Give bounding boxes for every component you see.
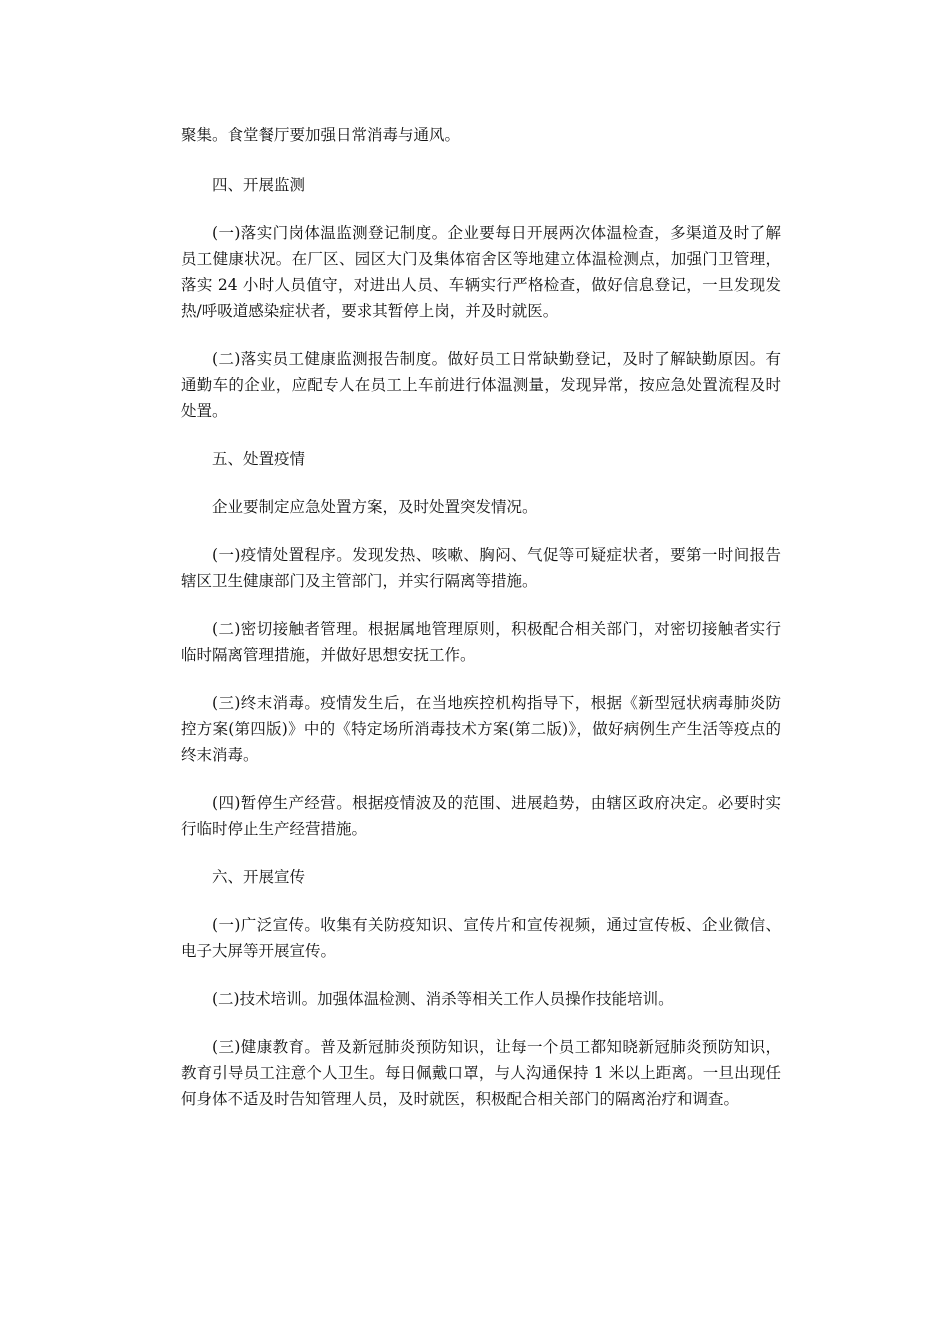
paragraph-wide-publicity: (一)广泛宣传。收集有关防疫知识、宣传片和宣传视频，通过宣传板、企业微信、电子大屏等开展宣传。 [181, 916, 781, 960]
paragraph-health-education: (三)健康教育。普及新冠肺炎预防知识，让每一个员工都知晓新冠肺炎预防知识，教育引导员工注意个人卫生。每日佩戴口罩，与人沟通保持 1 米以上距离。一旦出现任何身体不适及时告知管理人员，及时就医，积极配合相关部门的隔离治疗和调查。 [181, 1038, 781, 1108]
paragraph-technical-training: (二)技术培训。加强体温检测、消杀等相关工作人员操作技能培训。 [212, 990, 674, 1008]
paragraph-continued: 聚集。食堂餐厅要加强日常消毒与通风。 [181, 126, 461, 144]
section-heading-publicity: 六、开展宣传 [212, 868, 306, 886]
paragraph-terminal-disinfection: (三)终末消毒。疫情发生后，在当地疾控机构指导下，根据《新型冠状病毒肺炎防控方案(第四版)》中的《特定场所消毒技术方案(第二版)》，做好病例生产生活等疫点的终末消毒。 [181, 694, 781, 764]
paragraph-emergency-plan: 企业要制定应急处置方案，及时处置突发情况。 [212, 498, 538, 516]
section-heading-handling: 五、处置疫情 [212, 450, 306, 468]
paragraph-suspend-production: (四)暂停生产经营。根据疫情波及的范围、进展趋势，由辖区政府决定。必要时实行临时停止生产经营措施。 [181, 794, 781, 838]
section-heading-monitoring: 四、开展监测 [212, 176, 306, 194]
paragraph-health-report: (二)落实员工健康监测报告制度。做好员工日常缺勤登记，及时了解缺勤原因。有通勤车的企业，应配专人在员工上车前进行体温测量，发现异常，按应急处置流程及时处置。 [181, 350, 781, 420]
paragraph-gate-temperature: (一)落实门岗体温监测登记制度。企业要每日开展两次体温检查，多渠道及时了解员工健康状况。在厂区、园区大门及集体宿舍区等地建立体温检测点，加强门卫管理，落实 24 小时人员值守，对进出人员、车辆实行严格检查，做好信息登记，一旦发现发热/呼吸道感染症状者，要求其暂停上岗，并及时就医。 [181, 224, 781, 320]
document-body [181, 122, 781, 1134]
paragraph-handling-procedure: (一)疫情处置程序。发现发热、咳嗽、胸闷、气促等可疑症状者，要第一时间报告辖区卫生健康部门及主管部门，并实行隔离等措施。 [181, 546, 781, 590]
paragraph-close-contacts: (二)密切接触者管理。根据属地管理原则，积极配合相关部门，对密切接触者实行临时隔离管理措施，并做好思想安抚工作。 [181, 620, 781, 664]
